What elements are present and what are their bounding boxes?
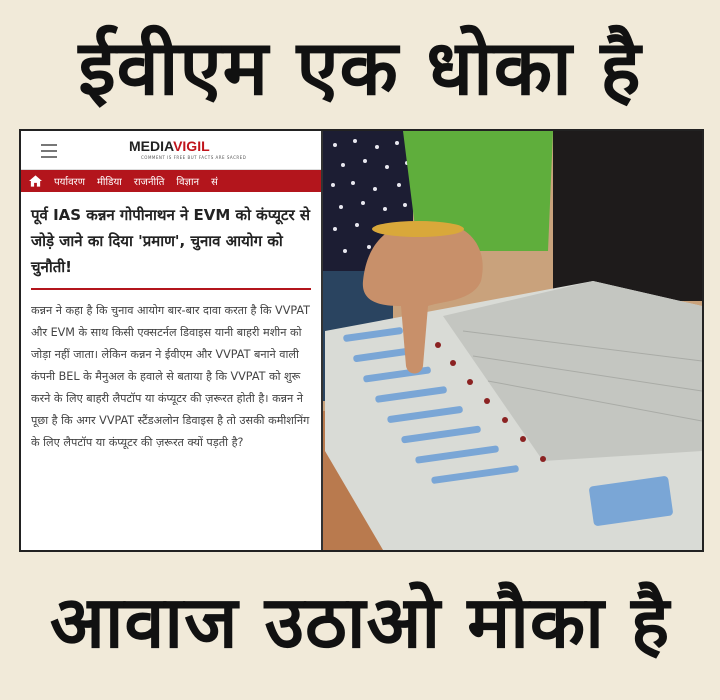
title-divider (31, 288, 311, 290)
top-headline: ईवीएम एक धोका है (78, 23, 642, 112)
nav-item-media[interactable]: मीडिया (96, 177, 122, 188)
menu-icon[interactable] (41, 144, 57, 158)
news-collage (19, 129, 704, 552)
site-header (21, 131, 321, 170)
nav-item-politics[interactable]: राजनीति (133, 177, 165, 188)
site-tagline: COMMENT IS FREE BUT FACTS ARE SACRED (141, 155, 247, 160)
article-title[interactable]: पूर्व IAS कन्नन गोपीनाथन ने EVM को कंप्यूटर से जोड़े जाने का दिया 'प्रमाण', चुनाव आयोग को चुनौती! (31, 206, 310, 276)
site-logo[interactable] (129, 138, 210, 154)
category-nav (21, 170, 321, 192)
evm-photo (323, 131, 702, 550)
logo-text-vigil: VIGIL (173, 138, 210, 154)
bottom-headline: आवाज उठाओ मौका है (49, 580, 671, 664)
home-icon[interactable] (29, 175, 42, 187)
nav-item-more[interactable]: सं (211, 177, 218, 188)
nav-item-environment[interactable]: पर्यावरण (54, 177, 85, 188)
article-body: कन्नन ने कहा है कि चुनाव आयोग बार-बार दावा करता है कि VVPAT और EVM के साथ किसी एक्सटर्नल डिवाइस यानी बाहरी मशीन को जोड़ा नहीं जाता। लेकिन कन्नन ने ईवीएम और VVPAT बनाने वाली कंपनी BEL के मैनुअल के हवाले से बताया है कि VVPAT को शुरू करने के लिए बाहरी लैपटॉप या कंप्यूटर की ज़रूरत होती है। कन्नन ने पूछा है कि अगर VVPAT स्टैंडअलोन डिवाइस है तो उसकी कमीशनिंग के लिए लैपटॉप या कंप्यूटर की ज़रूरत क्यों पड़ती है? (31, 304, 311, 449)
nav-item-science[interactable]: विज्ञान (176, 177, 200, 188)
article-screenshot (21, 131, 323, 550)
logo-text-media: MEDIA (129, 138, 174, 154)
